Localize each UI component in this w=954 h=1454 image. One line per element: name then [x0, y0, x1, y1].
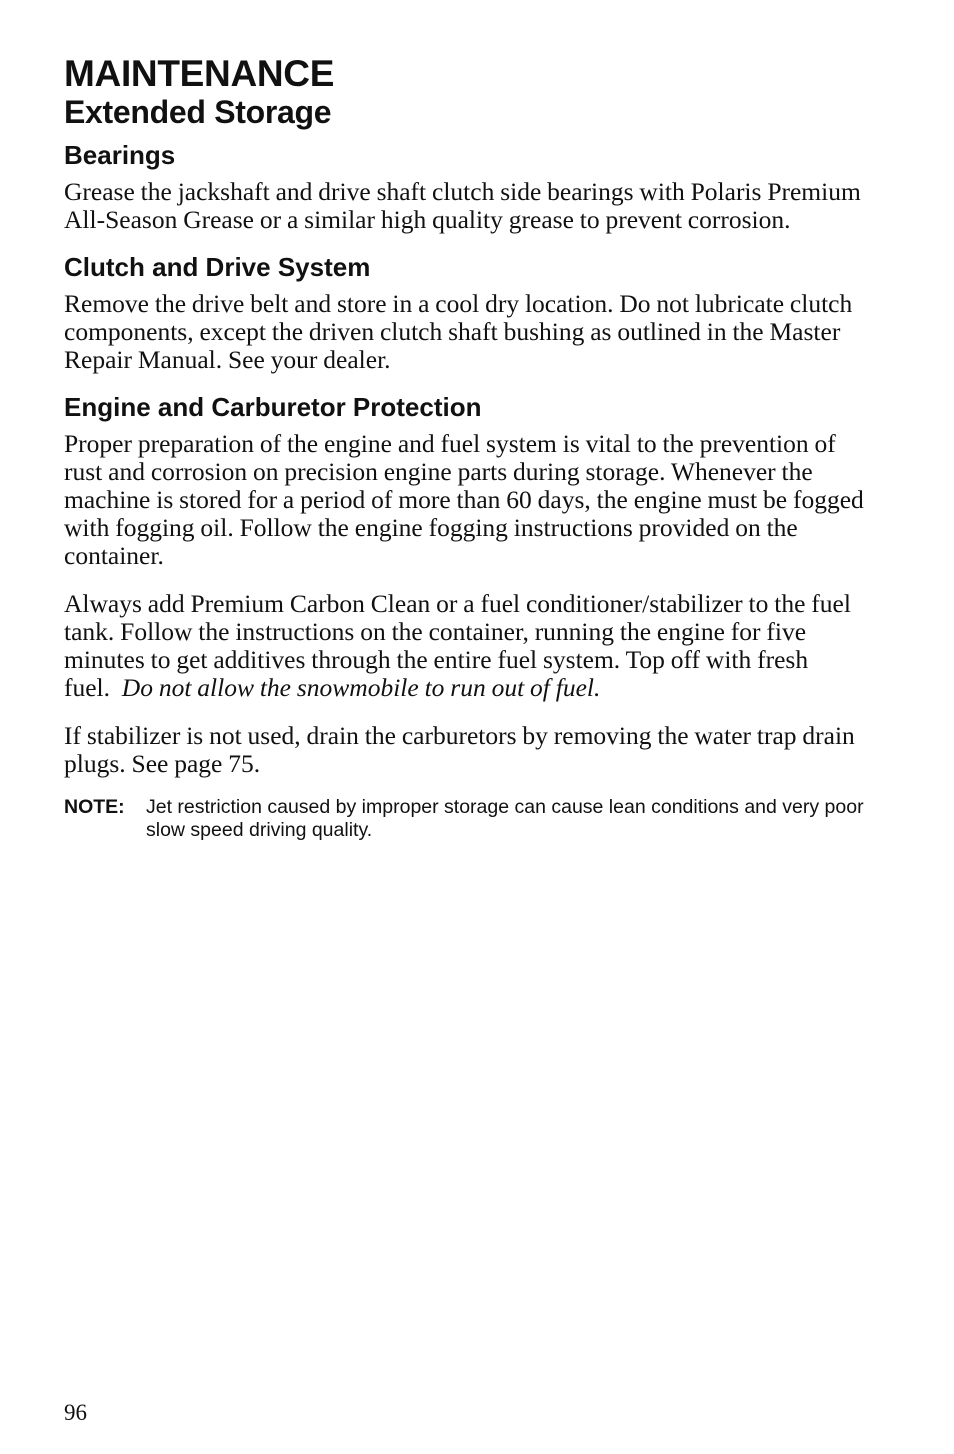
bearings-paragraph: Grease the jackshaft and drive shaft clutch side bearings with Polaris Premium All-Season Grease or a similar high quality grease to prevent corrosion.	[64, 177, 861, 234]
page-content	[64, 54, 864, 842]
section-clutch-drive	[64, 252, 864, 374]
clutch-drive-heading: Clutch and Drive System	[64, 252, 371, 282]
fuel-conditioner-paragraph	[64, 590, 864, 702]
note-text: Jet restriction caused by improper storage can cause lean conditions and very poor slow speed driving quality.	[146, 796, 864, 841]
section-title: Extended Storage	[64, 94, 332, 130]
section-bearings	[64, 140, 864, 234]
chapter-title: MAINTENANCE	[64, 53, 335, 94]
page-number: 96	[64, 1400, 87, 1425]
fuel-conditioner-text: Always add Premium Carbon Clean or a fuel conditioner/stabilizer to the fuel tank. Follow the instructions on the container, running the engine for five minutes to get additives through the entire fuel system. Top off with fresh fuel.	[64, 589, 851, 702]
stabilizer-paragraph: If stabilizer is not used, drain the carburetors by removing the water trap drain plugs. See page 75.	[64, 721, 855, 778]
engine-carburetor-heading: Engine and Carburetor Protection	[64, 392, 482, 422]
note-label: NOTE:	[64, 796, 125, 818]
bearings-heading: Bearings	[64, 140, 176, 170]
engine-preparation-paragraph: Proper preparation of the engine and fuel system is vital to the prevention of rust and corrosion on precision engine parts during storage. Whenever the machine is stored for a period of more than 60 days, the engine must be fogged with fogging oil. Follow the engine fogging instructions provided on the container.	[64, 429, 864, 570]
note-block	[64, 796, 864, 842]
clutch-drive-paragraph: Remove the drive belt and store in a cool dry location. Do not lubricate clutch components, except the driven clutch shaft bushing as outlined in the Master Repair Manual. See your dealer.	[64, 289, 853, 374]
fuel-warning-emphasis: Do not allow the snowmobile to run out of fuel.	[121, 673, 601, 702]
section-engine-carburetor	[64, 392, 864, 778]
